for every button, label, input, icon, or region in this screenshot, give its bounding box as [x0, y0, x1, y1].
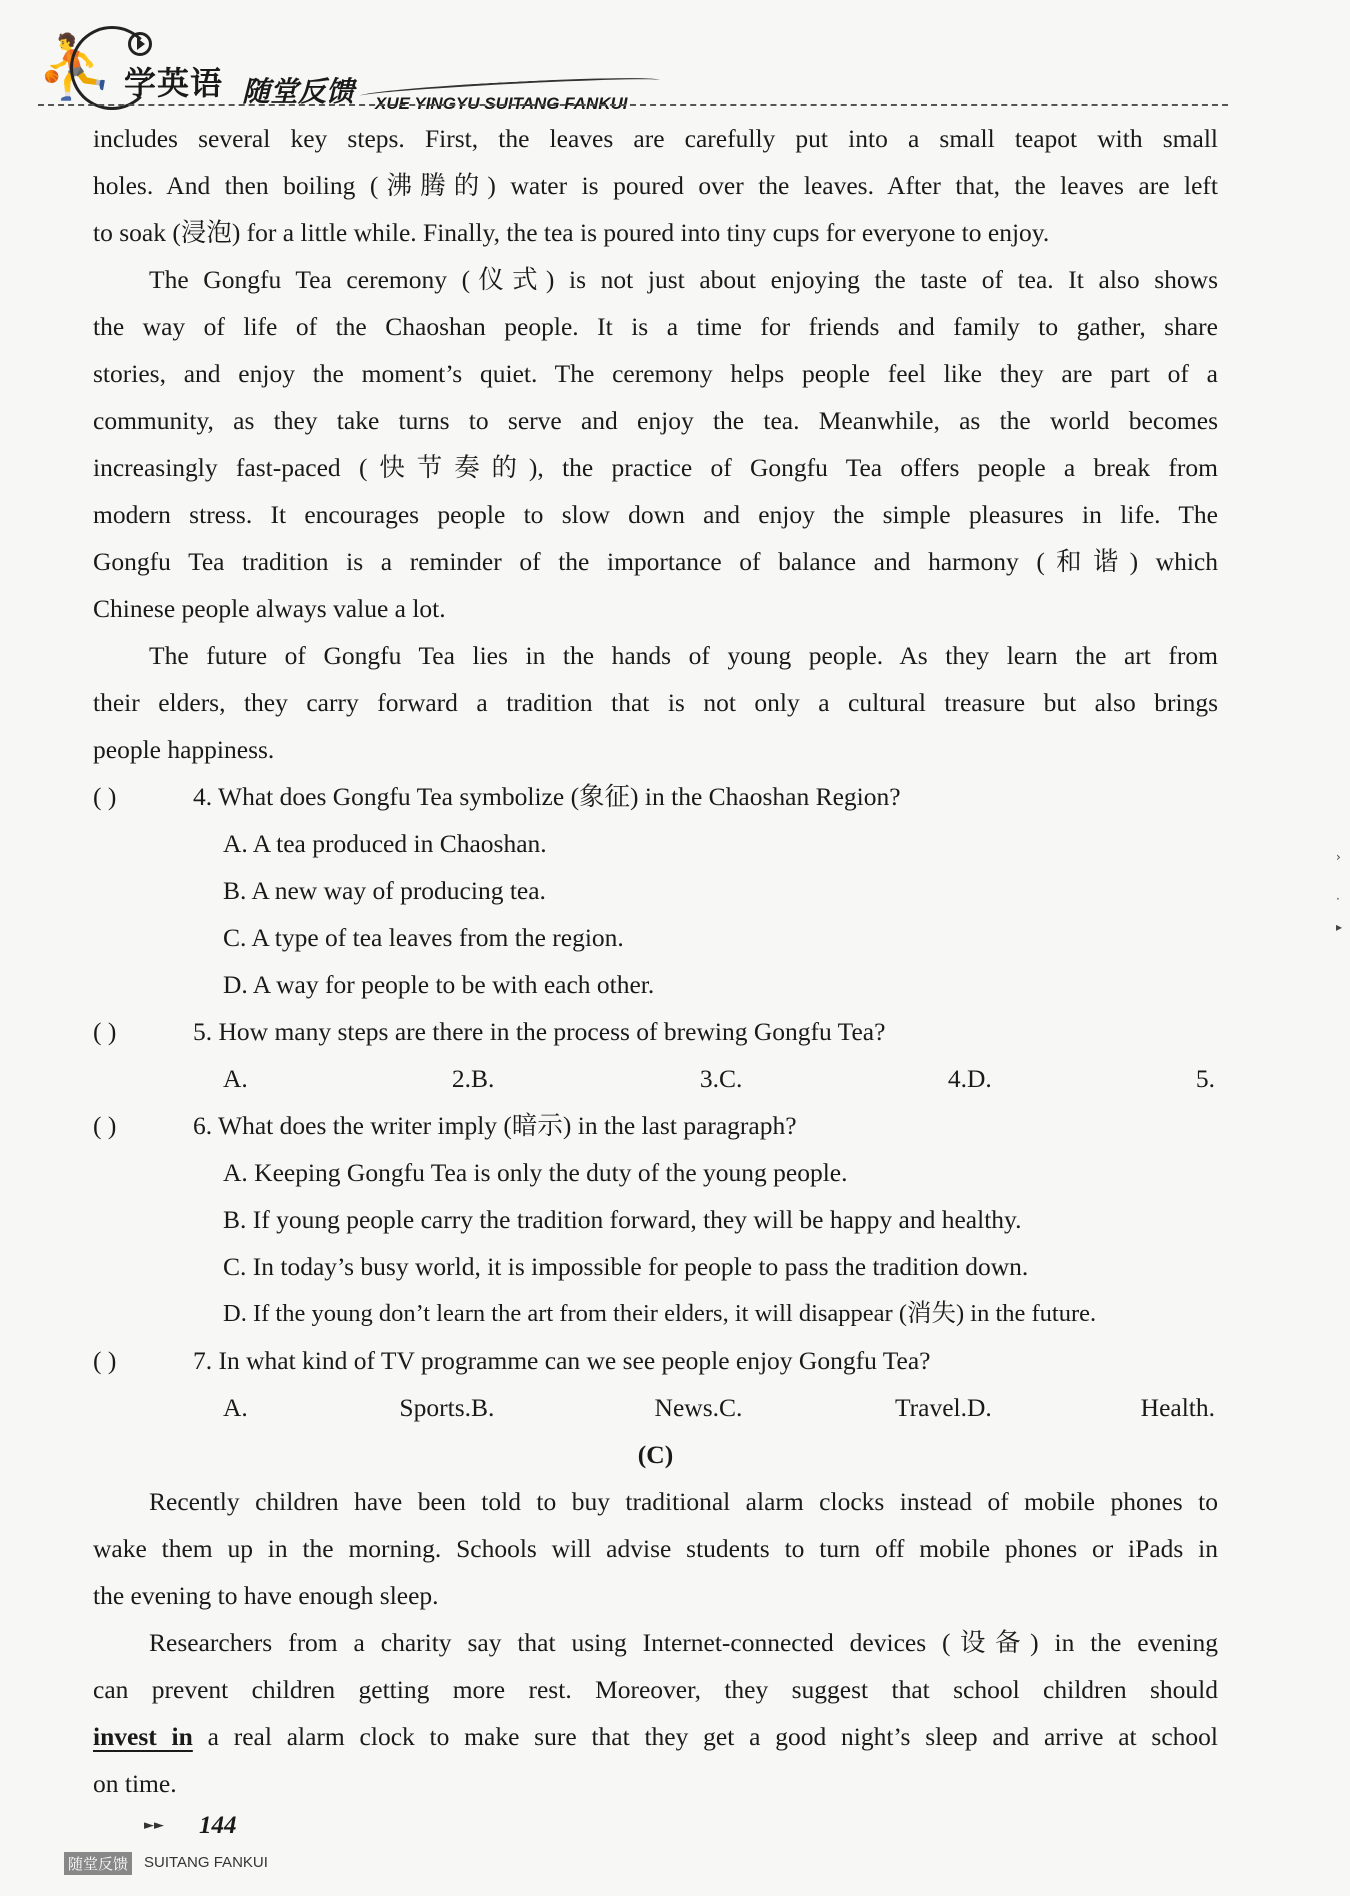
text-line: people happiness. — [93, 735, 275, 764]
option-d: D. Health. — [967, 1393, 1215, 1422]
margin-marks: › · ▸ — [1336, 850, 1343, 934]
option-c: C. A type of tea leaves from the region. — [223, 923, 624, 952]
text-line: holes. And then boiling (沸腾的) water is poured over the leaves. After that, the leaves are left — [93, 171, 1218, 200]
option-b: B. If young people carry the tradition forward, they will be happy and healthy. — [223, 1205, 1022, 1234]
text-line: increasingly fast-paced (快节奏的), the practice of Gongfu Tea offers people a break from — [93, 453, 1218, 482]
passage-b-paragraph-3 — [93, 632, 1218, 773]
page-content — [93, 115, 1218, 1807]
play-icon — [128, 32, 152, 56]
text-line: includes several key steps. First, the leaves are carefully put into a small teapot with small — [93, 124, 1218, 153]
text-line: Gongfu Tea tradition is a reminder of the importance of balance and harmony (和谐) which — [93, 547, 1218, 576]
question-7 — [93, 1337, 1218, 1431]
page-number: 144 — [199, 1812, 237, 1839]
options-row — [93, 1384, 1218, 1431]
text-line: The Gongfu Tea ceremony (仪式) is not just about enjoying the taste of tea. It also shows — [149, 265, 1218, 294]
question-6 — [93, 1102, 1218, 1337]
option-a: A. 2. — [223, 1064, 471, 1093]
option-c: C. 4. — [719, 1064, 967, 1093]
page-header — [30, 18, 650, 113]
text-line: their elders, they carry forward a tradition that is not only a cultural treasure but also brings — [93, 688, 1218, 717]
footer-tag-en: SUITANG FANKUI — [144, 1854, 268, 1871]
option-b: B. A new way of producing tea. — [223, 876, 546, 905]
option-d: D. If the young don’t learn the art from their elders, it will disappear (消失) in the future. — [223, 1300, 1097, 1327]
text-line: the way of life of the Chaoshan people. It is a time for friends and family to gather, share — [93, 312, 1218, 341]
answer-blank[interactable]: ( ) — [93, 1346, 117, 1375]
options-row — [93, 1055, 1218, 1102]
header-subtitle-cn: 随堂反馈 — [242, 75, 355, 108]
text-line: on time. — [93, 1769, 177, 1798]
header-divider — [38, 104, 1228, 106]
option-d: D. A way for people to be with each other. — [223, 970, 655, 999]
text-line — [93, 1713, 1218, 1760]
text-line: can prevent children getting more rest. Moreover, they suggest that school children should — [93, 1675, 1218, 1704]
text-line: wake them up in the morning. Schools will advise students to turn off mobile phones or iPads in — [93, 1534, 1218, 1563]
text-line: Chinese people always value a lot. — [93, 594, 446, 623]
answer-blank[interactable]: ( ) — [93, 1017, 117, 1046]
text-line: Researchers from a charity say that using Internet-connected devices (设备) in the evening — [149, 1628, 1218, 1657]
page-footer — [62, 1808, 322, 1878]
passage-c-paragraph-2 — [93, 1619, 1218, 1807]
line-rest: a real alarm clock to make sure that they get a good night’s sleep and arrive at school — [192, 1722, 1218, 1751]
question-5 — [93, 1008, 1218, 1102]
question-text: 7. In what kind of TV programme can we see people enjoy Gongfu Tea? — [193, 1346, 931, 1375]
question-text: 4. What does Gongfu Tea symbolize (象征) in the Chaoshan Region? — [193, 782, 901, 811]
text-line: the evening to have enough sleep. — [93, 1581, 439, 1610]
text-line: stories, and enjoy the moment’s quiet. The ceremony helps people feel like they are part of a — [93, 359, 1218, 388]
section-c-heading: (C) — [637, 1440, 674, 1469]
underlined-phrase: invest in — [93, 1722, 193, 1751]
text-line: The future of Gongfu Tea lies in the hands of young people. As they learn the art from — [149, 641, 1218, 670]
option-d: D. 5. — [967, 1064, 1215, 1093]
option-b: B. 3. — [471, 1064, 719, 1093]
answer-blank[interactable]: ( ) — [93, 782, 117, 811]
double-arrow-icon: ►► — [144, 1818, 164, 1833]
text-line: community, as they take turns to serve and enjoy the tea. Meanwhile, as the world becomes — [93, 406, 1218, 435]
runner-logo-icon: ⛹ — [36, 30, 114, 103]
option-c: C. In today’s busy world, it is impossible for people to pass the tradition down. — [223, 1252, 1029, 1281]
question-text: 5. How many steps are there in the process of brewing Gongfu Tea? — [193, 1017, 886, 1046]
answer-blank[interactable]: ( ) — [93, 1111, 117, 1140]
passage-c-paragraph-1 — [93, 1478, 1218, 1619]
text-line: Recently children have been told to buy traditional alarm clocks instead of mobile phones to — [149, 1487, 1218, 1516]
header-title-en: XUE YINGYU SUITANG FANKUI — [375, 94, 628, 113]
passage-b-paragraph-1 — [93, 115, 1218, 256]
passage-b-paragraph-2 — [93, 256, 1218, 632]
option-a: A. Keeping Gongfu Tea is only the duty of the young people. — [223, 1158, 848, 1187]
header-title-cn: 学英语 — [124, 64, 224, 102]
option-a: A. A tea produced in Chaoshan. — [223, 829, 547, 858]
text-line: to soak (浸泡) for a little while. Finally, the tea is poured into tiny cups for everyone to enjoy. — [93, 218, 1050, 247]
text-line: modern stress. It encourages people to slow down and enjoy the simple pleasures in life. The — [93, 500, 1218, 529]
question-text: 6. What does the writer imply (暗示) in the last paragraph? — [193, 1111, 797, 1140]
option-a: A. Sports. — [223, 1393, 471, 1422]
option-c: C. Travel. — [719, 1393, 967, 1422]
footer-tag-cn: 随堂反馈 — [64, 1852, 132, 1875]
question-4 — [93, 773, 1218, 1008]
option-b: B. News. — [471, 1393, 719, 1422]
